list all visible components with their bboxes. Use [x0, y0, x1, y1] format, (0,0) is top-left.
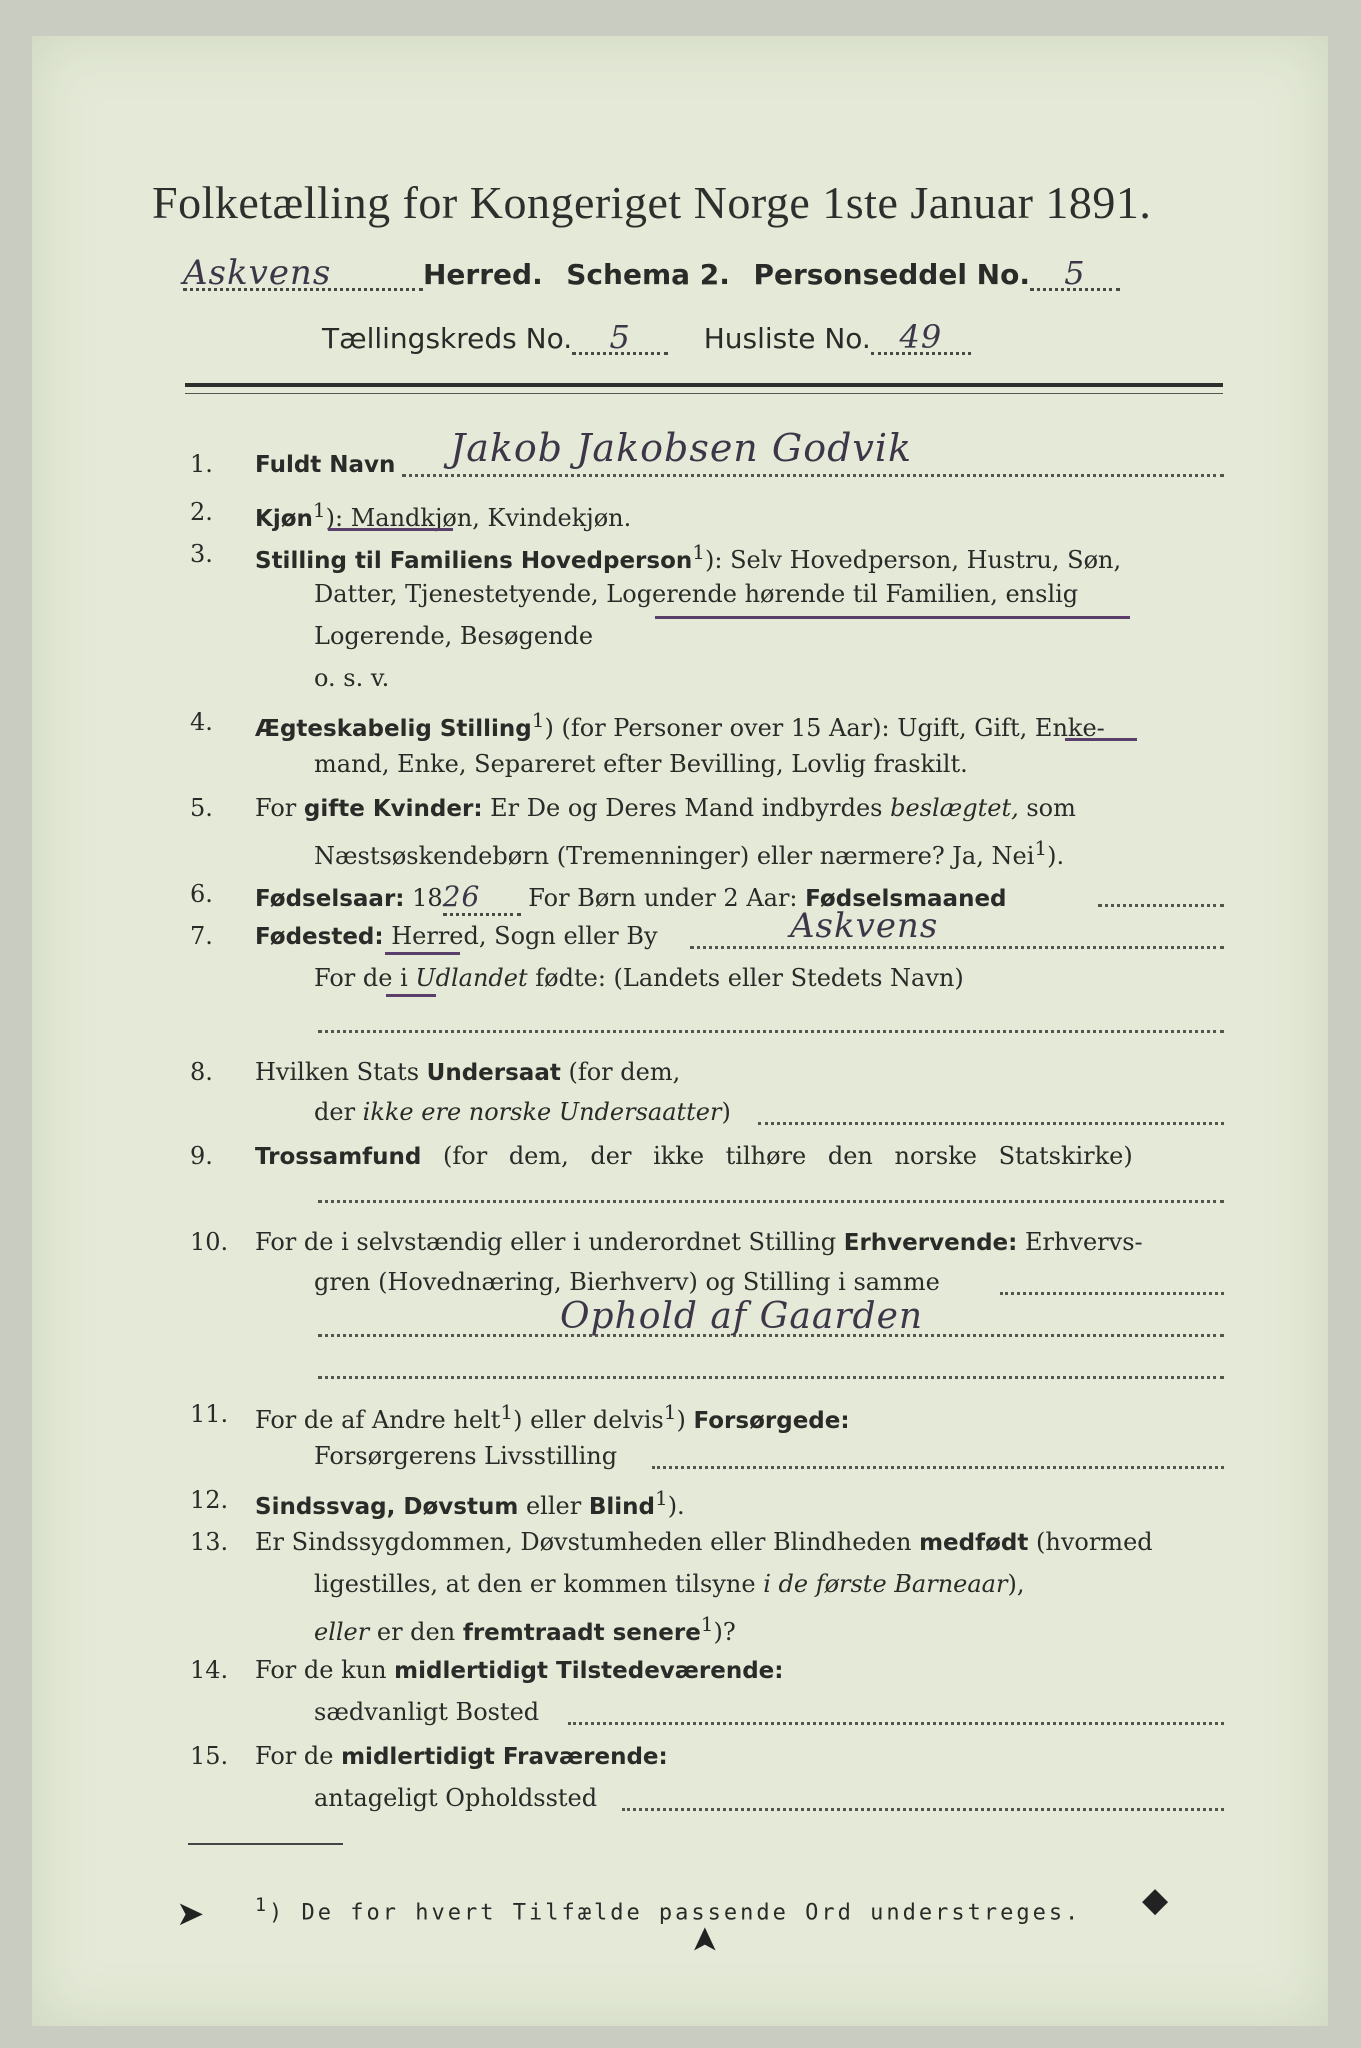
item-4-label: Ægteskabelig Stilling — [255, 716, 532, 742]
item-15-number: 15. — [190, 1742, 229, 1770]
item-2-underline — [328, 528, 453, 531]
item-8-em: ikke ere norske Undersaatter — [362, 1098, 722, 1126]
item-7-label: Fødested: — [255, 924, 384, 950]
item-15-line1 — [255, 1742, 668, 1770]
item-12-mid: eller — [518, 1492, 589, 1520]
item-9-line — [255, 1142, 1133, 1170]
item-7-underline — [385, 952, 460, 955]
item-8-line1 — [255, 1058, 680, 1086]
husliste-label: Husliste No. — [703, 322, 871, 355]
item-4-underline — [1065, 738, 1137, 741]
item-9-text: (for dem, der ikke tilhøre den norske Statskirke) — [421, 1142, 1133, 1170]
item-14-line1 — [255, 1656, 783, 1684]
item-5-lead: For — [255, 794, 304, 822]
item-14-text1a: For de kun — [255, 1656, 395, 1684]
item-8-text1a: Hvilken Stats — [255, 1058, 427, 1086]
item-3-sup: 1 — [692, 540, 705, 564]
binding-mark-center: ➤ — [684, 1925, 725, 1955]
item-3-line4: o. s. v. — [314, 664, 390, 692]
item-9-label: Trossamfund — [255, 1144, 422, 1170]
item-7-text2b: fødte: (Landets eller Stedets Navn) — [527, 964, 964, 992]
item-6-year: 26 — [443, 880, 521, 916]
item-7-text2a: For de i — [314, 964, 416, 992]
item-7-dots2 — [318, 1030, 1224, 1033]
item-5-em: beslægtet, — [890, 794, 1019, 822]
item-3-underline — [655, 616, 1130, 619]
item-11-text1a: For de af Andre helt — [255, 1406, 501, 1434]
item-3-line3: Logerende, Besøgende — [314, 622, 594, 650]
form-title: Folketælling for Kongeriget Norge 1ste Januar 1891. — [152, 177, 1152, 228]
item-15-dots — [622, 1808, 1224, 1811]
item-7-em: Udlandet — [415, 964, 528, 992]
item-11-label: Forsørgede: — [693, 1408, 850, 1434]
item-5-label: gifte Kvinder: — [303, 796, 483, 822]
item-2-label: Kjøn — [255, 506, 313, 532]
item-13-line2 — [314, 1570, 1024, 1598]
item-6-prefix: 18 — [404, 884, 443, 912]
item-6-label: Fødselsaar: — [255, 886, 405, 912]
personseddel-value: 5 — [1030, 258, 1120, 291]
item-1-dots — [402, 474, 1224, 477]
item-12-number: 12. — [190, 1486, 229, 1514]
item-12-line: Sindssvag, Døvstum eller Blind$^1$). — [255, 1486, 685, 1520]
kreds-line — [322, 318, 971, 356]
item-8-label: Undersaat — [426, 1060, 561, 1086]
item-1-number: 1. — [190, 450, 213, 478]
item-13-text3b: )? — [713, 1618, 736, 1646]
item-8-number: 8. — [190, 1058, 213, 1086]
item-7-line1 — [255, 922, 658, 950]
item-1-line — [255, 450, 395, 478]
herred-value: Askvens — [183, 258, 423, 291]
header-rule-thin — [185, 393, 1223, 394]
item-14-label: midlertidigt Tilstedeværende: — [394, 1658, 784, 1684]
item-4-line1 — [255, 708, 1105, 742]
item-5-line1 — [255, 794, 1076, 822]
binding-mark-left: ➤ — [176, 1894, 205, 1934]
item-4-line2: mand, Enke, Separeret efter Bevilling, Lovlig fraskilt. — [314, 750, 968, 778]
item-9-dots — [318, 1200, 1224, 1203]
item-13-text1b: (hvormed — [1028, 1528, 1153, 1556]
item-4-number: 4. — [190, 708, 213, 736]
item-6-number: 6. — [190, 880, 213, 908]
item-13-label: medfødt — [919, 1530, 1029, 1556]
footnote-rule — [188, 1843, 343, 1845]
item-15-label: midlertidigt Fraværende: — [341, 1744, 668, 1770]
item-10-label: Erhvervende: — [843, 1230, 1018, 1256]
item-8-text2a: der — [314, 1098, 363, 1126]
item-13-label2: fremtraadt senere — [462, 1620, 701, 1646]
item-7-dots — [690, 946, 1224, 949]
item-2-text: ): Mandkjøn, Kvindekjøn. — [325, 504, 632, 532]
item-13-text2a: ligestilles, at den er kommen tilsyne — [314, 1570, 764, 1598]
item-7-i-underline — [386, 994, 436, 997]
item-15-text1a: For de — [255, 1742, 342, 1770]
item-14-number: 14. — [190, 1656, 229, 1684]
item-13-line3: eller er den fremtraadt senere$^1$)? — [314, 1612, 736, 1646]
header-rule-thick — [185, 383, 1223, 387]
herred-label: Herred. — [423, 258, 543, 291]
item-12-end: ). — [667, 1492, 685, 1520]
item-10-dots1 — [1000, 1292, 1224, 1295]
item-6-label2: Fødselsmaaned — [805, 886, 1007, 912]
item-11-line2: Forsørgerens Livsstilling — [314, 1442, 618, 1470]
item-4-text1: ) (for Personer over 15 Aar): Ugift, Gift, Enke- — [544, 714, 1105, 742]
item-2-sup: 1 — [312, 498, 326, 522]
item-13-text2b: ), — [1007, 1570, 1025, 1598]
item-12-label2: Blind — [588, 1494, 655, 1520]
footnote-sup: 1 — [255, 1895, 270, 1916]
item-2-line — [255, 498, 631, 532]
binding-mark-right: ◆ — [1142, 1880, 1169, 1920]
item-10-occupation: Ophold af Gaarden — [560, 1296, 924, 1337]
item-4-sup: 1 — [531, 708, 545, 732]
footnote — [255, 1895, 1081, 1925]
item-7-place: Askvens — [790, 906, 939, 946]
kreds-label: Tællingskreds No. — [322, 322, 573, 355]
item-13-text3a: er den — [369, 1618, 463, 1646]
item-10-line1 — [255, 1228, 1143, 1256]
item-13-number: 13. — [190, 1528, 229, 1556]
item-8-line2 — [314, 1098, 731, 1126]
item-7-number: 7. — [190, 922, 213, 950]
item-1-label: Fuldt Navn — [255, 452, 396, 478]
item-6-dots — [1098, 904, 1224, 907]
item-9-number: 9. — [190, 1142, 213, 1170]
item-10-text1b: Erhvervs- — [1017, 1228, 1143, 1256]
item-13-line1 — [255, 1528, 1153, 1556]
item-1-name: Jakob Jakobsen Godvik — [450, 426, 913, 470]
husliste-value: 49 — [871, 322, 971, 355]
footnote-text: ) De for hvert Tilfælde passende Ord understreges. — [269, 1900, 1082, 1926]
herred-line — [183, 253, 1120, 293]
item-8-dots — [758, 1122, 1224, 1125]
item-7-text: Herred, Sogn eller By — [383, 922, 658, 950]
item-14-dots — [568, 1722, 1224, 1725]
item-5-number: 5. — [190, 794, 213, 822]
item-11-text1b: ) eller delvis — [513, 1406, 664, 1434]
item-3-number: 3. — [190, 540, 213, 568]
item-14-line2: sædvanligt Bosted — [314, 1698, 540, 1726]
item-8-text1b: (for dem, — [560, 1058, 681, 1086]
item-11-dots — [652, 1466, 1224, 1469]
item-8-text2b: ) — [721, 1098, 731, 1126]
item-2-number: 2. — [190, 498, 213, 526]
personseddel-label: Personseddel No. — [753, 258, 1030, 291]
item-11-number: 11. — [190, 1400, 229, 1428]
item-13-em: i de første Barneaar — [763, 1570, 1008, 1598]
item-3-text1: ): Selv Hovedperson, Hustru, Søn, — [705, 546, 1122, 574]
item-11-line1: For de af Andre helt$^1$) eller delvis$^1$) Forsørgede: — [255, 1400, 850, 1434]
item-5-text1a: Er De og Deres Mand indbyrdes — [482, 794, 891, 822]
item-3-line1 — [255, 540, 1121, 574]
item-12-label: Sindssvag, Døvstum — [255, 1494, 519, 1520]
item-5-text2-end: ). — [1047, 842, 1065, 870]
item-11-text1c: ) — [676, 1406, 694, 1434]
item-6-mid: For Børn under 2 Aar: — [520, 884, 806, 912]
item-3-label: Stilling til Familiens Hovedperson — [255, 548, 693, 574]
item-15-line2: antageligt Opholdssted — [314, 1784, 598, 1812]
item-5-text2: Næstsøskendebørn (Tremenninger) eller nærmere? Ja, Nei — [314, 842, 1035, 870]
item-5-text1b: som — [1018, 794, 1076, 822]
item-10-text1a: For de i selvstændig eller i underordnet Stilling — [255, 1228, 844, 1256]
item-10-line2: gren (Hovednæring, Bierhverv) og Stilling i samme — [314, 1268, 940, 1296]
item-13-text1a: Er Sindssygdommen, Døvstumheden eller Blindheden — [255, 1528, 920, 1556]
item-13-em2: eller — [314, 1618, 370, 1646]
item-5-line2: Næstsøskendebørn (Tremenninger) eller nærmere? Ja, Nei$^1$). — [314, 836, 1065, 870]
kreds-value: 5 — [572, 322, 668, 355]
item-3-line2: Datter, Tjenestetyende, Logerende hørende til Familien, enslig — [314, 580, 1079, 608]
schema-label: Schema 2. — [566, 258, 730, 291]
item-10-dots3 — [318, 1376, 1224, 1379]
item-10-number: 10. — [190, 1228, 229, 1256]
item-7-line2 — [314, 964, 964, 992]
